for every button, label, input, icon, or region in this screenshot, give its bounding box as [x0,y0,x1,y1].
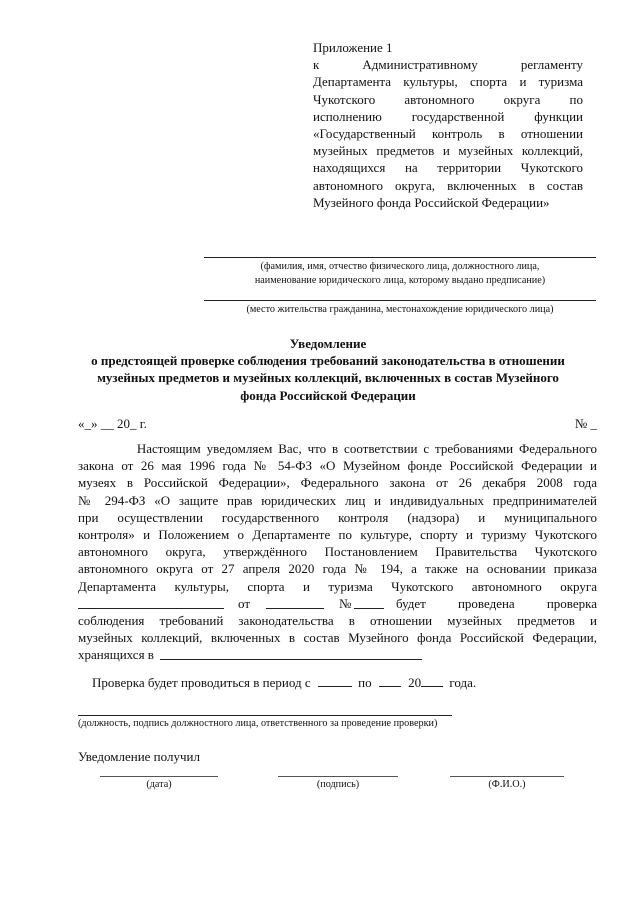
received-fio-line [450,776,564,777]
received-signature-line [278,776,398,777]
body-paragraph [78,440,597,664]
period-label: Проверка будет проводиться в период с [92,675,311,690]
received-label: Уведомление получил [78,749,200,764]
order-number-blank [354,596,384,609]
appendix-line: автономного округа, включенных в состав [313,177,583,193]
body-line: музейных коллекций, включенных в состав Музейного фонда Российской Федерации, [78,630,597,646]
period-year-label: года. [449,675,477,690]
period-line [92,674,612,692]
appendix-line: исполнению государственной функции [313,108,583,124]
official-signature-line [78,715,452,716]
period-start-blank [318,674,352,687]
body-line: соблюдения требований законодательства в отношении музейных предметов и [78,613,597,629]
recipient-name-caption [204,260,596,288]
appendix-line: Чукотского автономного округа по [313,91,583,107]
received-date-line [100,776,218,777]
body-line: закона от 26 мая 1996 года № 54-ФЗ «О Музейном фонде Российской Федерации и [78,458,597,474]
caption-line: наименование юридического лица, которому выдано предписание) [254,275,546,286]
heading-line: музейных предметов и музейных коллекций, включенных в состав Музейного [97,370,559,386]
official-caption: (должность, подпись должностного лица, ответственного за проведение проверки) [78,718,438,729]
recipient-address-caption: (место жительства гражданина, местонахождение юридического лица) [246,304,554,315]
caption-line: (фамилия, имя, отчество физического лица, должностного лица, [260,261,540,272]
heading-line: о предстоящей проверке соблюдения требований законодательства в отношении [91,353,565,369]
received-date-caption: (дата) [146,779,172,790]
appendix-line: к Административному регламенту [313,57,583,73]
order-from-label: от [238,595,251,611]
number-field: № _ [574,416,597,431]
order-org-blank [78,596,224,609]
period-year-prefix: 20 [408,675,422,690]
body-line: № 294-ФЗ «О защите прав юридических лиц и индивидуальных предпринимателей [78,492,597,508]
stored-in-blank [160,647,422,660]
appendix-title: Приложение 1 [313,40,393,55]
appendix-block [313,39,583,211]
body-line: контроля» и Положением о Департаменте по культуре, спорту и туризму Чукотского [78,527,597,543]
body-line: Департамента культуры, спорта и туризма Чукотского автономного округа [78,578,597,594]
order-blanks-line [78,595,597,612]
heading-line: фонда Российской Федерации [240,387,416,403]
body-line: музеях в Российской Федерации», Федерального закона от 26 декабря 2008 года [78,475,597,491]
body-line: при осуществлении государственного контроля (надзора) и муниципального [78,509,597,525]
appendix-line: музейных предметов и музейных коллекций, [313,143,583,159]
received-fio-caption: (Ф.И.О.) [488,779,526,790]
document-heading [60,335,596,404]
received-signature-caption: (подпись) [316,779,360,790]
recipient-address-line [204,300,596,301]
body-line: автономного округа, утверждённого Постановлением Правительства Чукотского [78,544,597,560]
period-end-blank [379,674,401,687]
order-date-blank [266,596,324,609]
date-field: «_» __ 20_ г. [78,416,147,431]
recipient-name-line [204,257,596,258]
stored-in-label: хранящихся в [78,647,154,663]
period-year-blank [421,674,443,687]
appendix-line: «Государственный контроль в отношении [313,126,583,142]
body-line: Настоящим уведомляем Вас, что в соответствии с требованиями Федерального [78,441,597,456]
appendix-line-last: Музейного фонда Российской Федерации» [313,194,550,210]
appendix-line: Департамента культуры, спорта и туризма [313,74,583,90]
period-to-label: по [358,675,372,690]
body-line: автономного округа от 27 апреля 2020 года № 194, а также на основании приказа [78,561,597,577]
appendix-line: находящихся на территории Чукотского [313,160,583,176]
stored-in-line [78,646,597,663]
order-number-label: № [339,595,352,611]
will-be-text: будет проведена проверка [396,595,597,611]
heading-title: Уведомление [289,336,367,351]
